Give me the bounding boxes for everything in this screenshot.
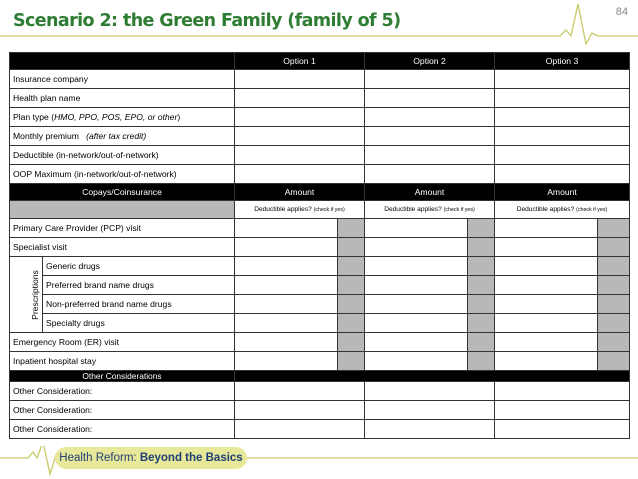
option-1-deductible-checkbox[interactable] (338, 352, 365, 371)
option-3-input-cell[interactable] (495, 89, 630, 108)
option-2-amount-cell[interactable] (365, 238, 468, 257)
option-2-input-cell[interactable] (365, 420, 495, 439)
option-3-deductible-checkbox[interactable] (598, 333, 630, 352)
option-2-deductible-checkbox[interactable] (468, 219, 495, 238)
option-2-amount-cell[interactable] (365, 295, 468, 314)
option-3-amount-cell[interactable] (495, 238, 598, 257)
prescription-row-non-preferred-brand (10, 295, 630, 314)
row-label: Other Consideration: (10, 382, 235, 401)
option-2-input-cell[interactable] (365, 401, 495, 420)
option-2-deductible-checkbox[interactable] (468, 314, 495, 333)
option-1-input-cell[interactable] (235, 401, 365, 420)
option-2-input-cell[interactable] (365, 70, 495, 89)
option-1-input-cell[interactable] (235, 89, 365, 108)
service-row-inpatient-stay (10, 352, 630, 371)
option-1-deductible-checkbox[interactable] (338, 295, 365, 314)
option-3-input-cell[interactable] (495, 146, 630, 165)
deductible-subheader-row (10, 201, 630, 219)
prescription-row-generic (10, 257, 630, 276)
option-3-amount-cell[interactable] (495, 219, 598, 238)
other-considerations-header: Other Considerations (10, 371, 235, 382)
other-consideration-row (10, 401, 630, 420)
option-1-amount-cell[interactable] (235, 257, 338, 276)
option-3-amount-cell[interactable] (495, 352, 598, 371)
plan-row-monthly-premium (10, 127, 630, 146)
option-2-input-cell[interactable] (365, 89, 495, 108)
row-label: Deductible (in-network/out-of-network) (10, 146, 235, 165)
option-3-deductible-checkbox[interactable] (598, 314, 630, 333)
option-3-amount-cell[interactable] (495, 276, 598, 295)
option-1-deductible-checkbox[interactable] (338, 276, 365, 295)
option-3-deductible-checkbox[interactable] (598, 219, 630, 238)
option-3-amount-cell[interactable] (495, 257, 598, 276)
option-3-input-cell[interactable] (495, 108, 630, 127)
option-1-input-cell[interactable] (235, 420, 365, 439)
blank-header-cell (10, 53, 235, 70)
option-3-input-cell[interactable] (495, 70, 630, 89)
footer-brand-badge (55, 447, 247, 469)
row-label: OOP Maximum (in-network/out-of-network) (10, 165, 235, 184)
footer-brand-bold: Beyond the Basics (139, 452, 243, 464)
option-1-amount-header: Amount (235, 184, 365, 201)
row-label: Insurance company (10, 70, 235, 89)
option-2-deductible-checkbox[interactable] (468, 333, 495, 352)
option-3-deductible-checkbox[interactable] (598, 352, 630, 371)
other-consideration-row (10, 382, 630, 401)
plan-row-insurance-company (10, 70, 630, 89)
option-2-deductible-checkbox[interactable] (468, 257, 495, 276)
row-label: Monthly premium (after tax credit) (10, 127, 235, 146)
plan-row-health-plan-name (10, 89, 630, 108)
service-row-specialist-visit (10, 238, 630, 257)
plan-comparison-table (9, 52, 630, 439)
option-1-amount-cell[interactable] (235, 352, 338, 371)
prescriptions-label-cell (10, 257, 43, 333)
row-label: Plan type (HMO, PPO, POS, EPO, or other) (10, 108, 235, 127)
option-2-deductible-header: Deductible applies? (check if yes) (365, 201, 495, 219)
service-row-er-visit (10, 333, 630, 352)
option-1-input-cell[interactable] (235, 127, 365, 146)
blank-header-cell (235, 371, 630, 382)
option-1-amount-cell[interactable] (235, 314, 338, 333)
page-number: 84 (615, 6, 628, 18)
page-title: Scenario 2: the Green Family (family of 5) (13, 11, 401, 31)
option-1-deductible-checkbox[interactable] (338, 238, 365, 257)
option-2-amount-cell[interactable] (365, 219, 468, 238)
option-3-input-cell[interactable] (495, 382, 630, 401)
row-label: Inpatient hospital stay (10, 352, 235, 371)
option-1-deductible-checkbox[interactable] (338, 333, 365, 352)
shaded-cell (10, 201, 235, 219)
option-3-deductible-checkbox[interactable] (598, 257, 630, 276)
option-3-deductible-checkbox[interactable] (598, 238, 630, 257)
row-label: Non-preferred brand name drugs (43, 295, 235, 314)
option-2-amount-cell[interactable] (365, 314, 468, 333)
option-2-amount-cell[interactable] (365, 333, 468, 352)
option-2-input-cell[interactable] (365, 127, 495, 146)
option-1-input-cell[interactable] (235, 382, 365, 401)
option-1-amount-cell[interactable] (235, 295, 338, 314)
option-2-input-cell[interactable] (365, 108, 495, 127)
row-label: Generic drugs (43, 257, 235, 276)
row-label: Emergency Room (ER) visit (10, 333, 235, 352)
row-label: Specialist visit (10, 238, 235, 257)
option-1-input-cell[interactable] (235, 108, 365, 127)
option-2-amount-cell[interactable] (365, 276, 468, 295)
option-3-amount-cell[interactable] (495, 314, 598, 333)
row-label: Preferred brand name drugs (43, 276, 235, 295)
option-2-input-cell[interactable] (365, 165, 495, 184)
option-1-deductible-header: Deductible applies? (check if yes) (235, 201, 365, 219)
plan-row-plan-type (10, 108, 630, 127)
option-1-input-cell[interactable] (235, 165, 365, 184)
option-2-input-cell[interactable] (365, 146, 495, 165)
option-1-deductible-checkbox[interactable] (338, 219, 365, 238)
option-1-header: Option 1 (235, 53, 365, 70)
copays-header: Copays/Coinsurance (10, 184, 235, 201)
option-1-input-cell[interactable] (235, 70, 365, 89)
option-2-amount-cell[interactable] (365, 257, 468, 276)
option-3-deductible-header: Deductible applies? (check if yes) (495, 201, 630, 219)
option-3-input-cell[interactable] (495, 401, 630, 420)
option-2-deductible-checkbox[interactable] (468, 238, 495, 257)
prescription-row-preferred-brand (10, 276, 630, 295)
option-3-input-cell[interactable] (495, 165, 630, 184)
option-3-amount-cell[interactable] (495, 333, 598, 352)
option-3-input-cell[interactable] (495, 420, 630, 439)
prescription-row-specialty (10, 314, 630, 333)
option-2-amount-header: Amount (365, 184, 495, 201)
row-label: Other Consideration: (10, 420, 235, 439)
option-3-header: Option 3 (495, 53, 630, 70)
footer-brand-prefix: Health Reform: (59, 452, 140, 464)
option-3-amount-header: Amount (495, 184, 630, 201)
option-1-amount-cell[interactable] (235, 333, 338, 352)
option-3-input-cell[interactable] (495, 127, 630, 146)
option-2-amount-cell[interactable] (365, 352, 468, 371)
option-3-deductible-checkbox[interactable] (598, 295, 630, 314)
option-3-deductible-checkbox[interactable] (598, 276, 630, 295)
option-2-input-cell[interactable] (365, 382, 495, 401)
option-1-amount-cell[interactable] (235, 238, 338, 257)
option-3-amount-cell[interactable] (495, 295, 598, 314)
option-1-deductible-checkbox[interactable] (338, 314, 365, 333)
option-2-header: Option 2 (365, 53, 495, 70)
option-1-amount-cell[interactable] (235, 219, 338, 238)
service-row-pcp-visit (10, 219, 630, 238)
row-label: Health plan name (10, 89, 235, 108)
prescriptions-label: Prescriptions (29, 269, 40, 320)
row-label: Primary Care Provider (PCP) visit (10, 219, 235, 238)
option-1-amount-cell[interactable] (235, 276, 338, 295)
plan-row-oop-maximum (10, 165, 630, 184)
option-2-deductible-checkbox[interactable] (468, 276, 495, 295)
row-label: Specialty drugs (43, 314, 235, 333)
option-2-deductible-checkbox[interactable] (468, 352, 495, 371)
plan-row-deductible (10, 146, 630, 165)
other-considerations-header-row (10, 371, 630, 382)
options-header-row (10, 53, 630, 70)
option-2-deductible-checkbox[interactable] (468, 295, 495, 314)
option-1-input-cell[interactable] (235, 146, 365, 165)
option-1-deductible-checkbox[interactable] (338, 257, 365, 276)
copays-header-row (10, 184, 630, 201)
row-label: Other Consideration: (10, 401, 235, 420)
other-consideration-row (10, 420, 630, 439)
